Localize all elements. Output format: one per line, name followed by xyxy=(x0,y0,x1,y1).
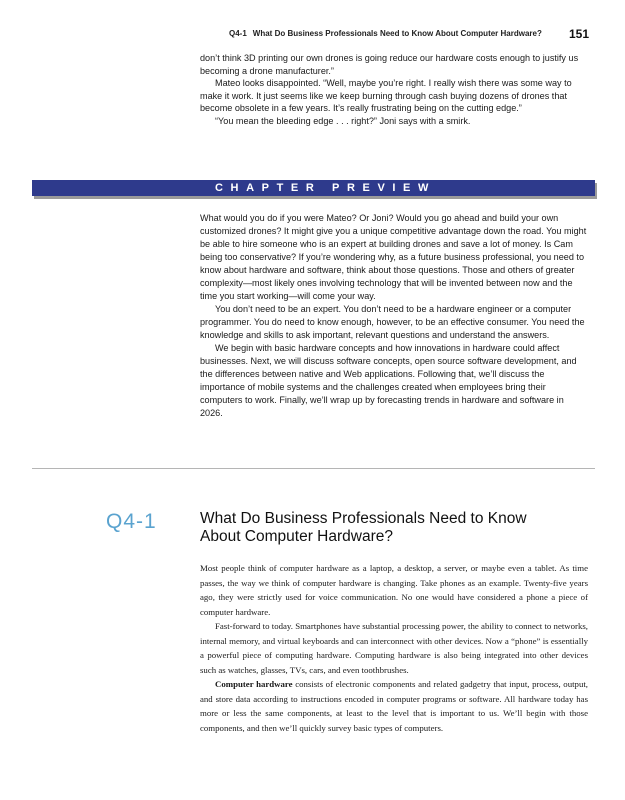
header-section-number: Q4-1 xyxy=(229,29,247,38)
running-header xyxy=(0,27,625,43)
key-term: Computer hardware xyxy=(215,679,293,689)
section-body xyxy=(200,561,588,735)
intro-paragraph: “You mean the bleeding edge . . . right?” Joni says with a smirk. xyxy=(215,115,471,126)
chapter-preview-title: CHAPTER PREVIEW xyxy=(215,182,436,194)
section-heading: What Do Business Professionals Need to Know About Computer Hardware? xyxy=(200,510,527,545)
intro-paragraph: don’t think 3D printing our own drones is going reduce our hardware costs enough to justify us becoming a drone manufacturer.” xyxy=(200,53,579,76)
preview-paragraph: What would you do if you were Mateo? Or Joni? Would you go ahead and build your own customized drones? It might give you a unique competitive advantage down the road. You might be able to hire someone who is an expert at building drones and save a lot of money. Is Cam being too conservative? If you’re wondering why, as a future business professional, you need to know about hardware and software, think about those questions. Those and others of greater complexity—most likely ones involving technology that will be invented between now and the time you start working—will come your way. xyxy=(200,213,587,301)
body-paragraph: Most people think of computer hardware as a laptop, a desktop, a server, or maybe even a tablet. As time passes, the way we think of computer hardware is changing. Take phones as an example. Twenty-five years ago, they were strictly used for voice communication. No one would have considered a phone a piece of computer hardware. xyxy=(200,563,588,617)
chapter-preview-text xyxy=(200,212,588,420)
chapter-preview-banner xyxy=(32,180,595,196)
preview-paragraph: You don’t need to be an expert. You don’t need to be a hardware engineer or a computer programmer. You do need to know enough, however, to be an effective consumer. You need the knowledge and skills to ask important, relevant questions and understand the answers. xyxy=(200,304,585,340)
preview-paragraph: We begin with basic hardware concepts and how innovations in hardware could affect businesses. Next, we will discuss software concepts, open source software development, and the differences between native and Web applications. Following that, we’ll discuss the importance of mobile systems and the challenges created when employees bring their computers to work. Finally, we’ll wrap up by forecasting trends in hardware and software in 2026. xyxy=(200,343,577,418)
running-header-label xyxy=(229,29,542,38)
section-number: Q4-1 xyxy=(106,510,157,533)
body-paragraph xyxy=(200,677,588,735)
intro-dialogue xyxy=(200,52,588,128)
body-paragraph: Fast-forward to today. Smartphones have substantial processing power, the ability to connect to networks, internal memory, and virtual keyboards and can interconnect with other devices. Now a “phone” is essentially a powerful piece of computing hardware. Computing hardware is also being integrated into other devices such as watches, glasses, TVs, cars, and even toothbrushes. xyxy=(200,621,588,675)
page-number: 151 xyxy=(568,27,589,41)
key-term-definition: consists of electronic components and related gadgetry that input, process, output, and store data according to instructions encoded in computer programs or software. All hardware today has more or less the same components, at least to the level that is important to us. We’ll begin with those components, and then we’ll quickly survey basic types of computers. xyxy=(200,679,588,733)
intro-paragraph: Mateo looks disappointed. “Well, maybe you’re right. I really wish there was some way to make it work. It just seems like we keep burning through cash buying dozens of drones that become obsolete in a few years. It’s really frustrating being on the cutting edge.” xyxy=(200,78,572,114)
header-title: What Do Business Professionals Need to Know About Computer Hardware? xyxy=(252,29,542,38)
section-divider xyxy=(32,468,595,469)
